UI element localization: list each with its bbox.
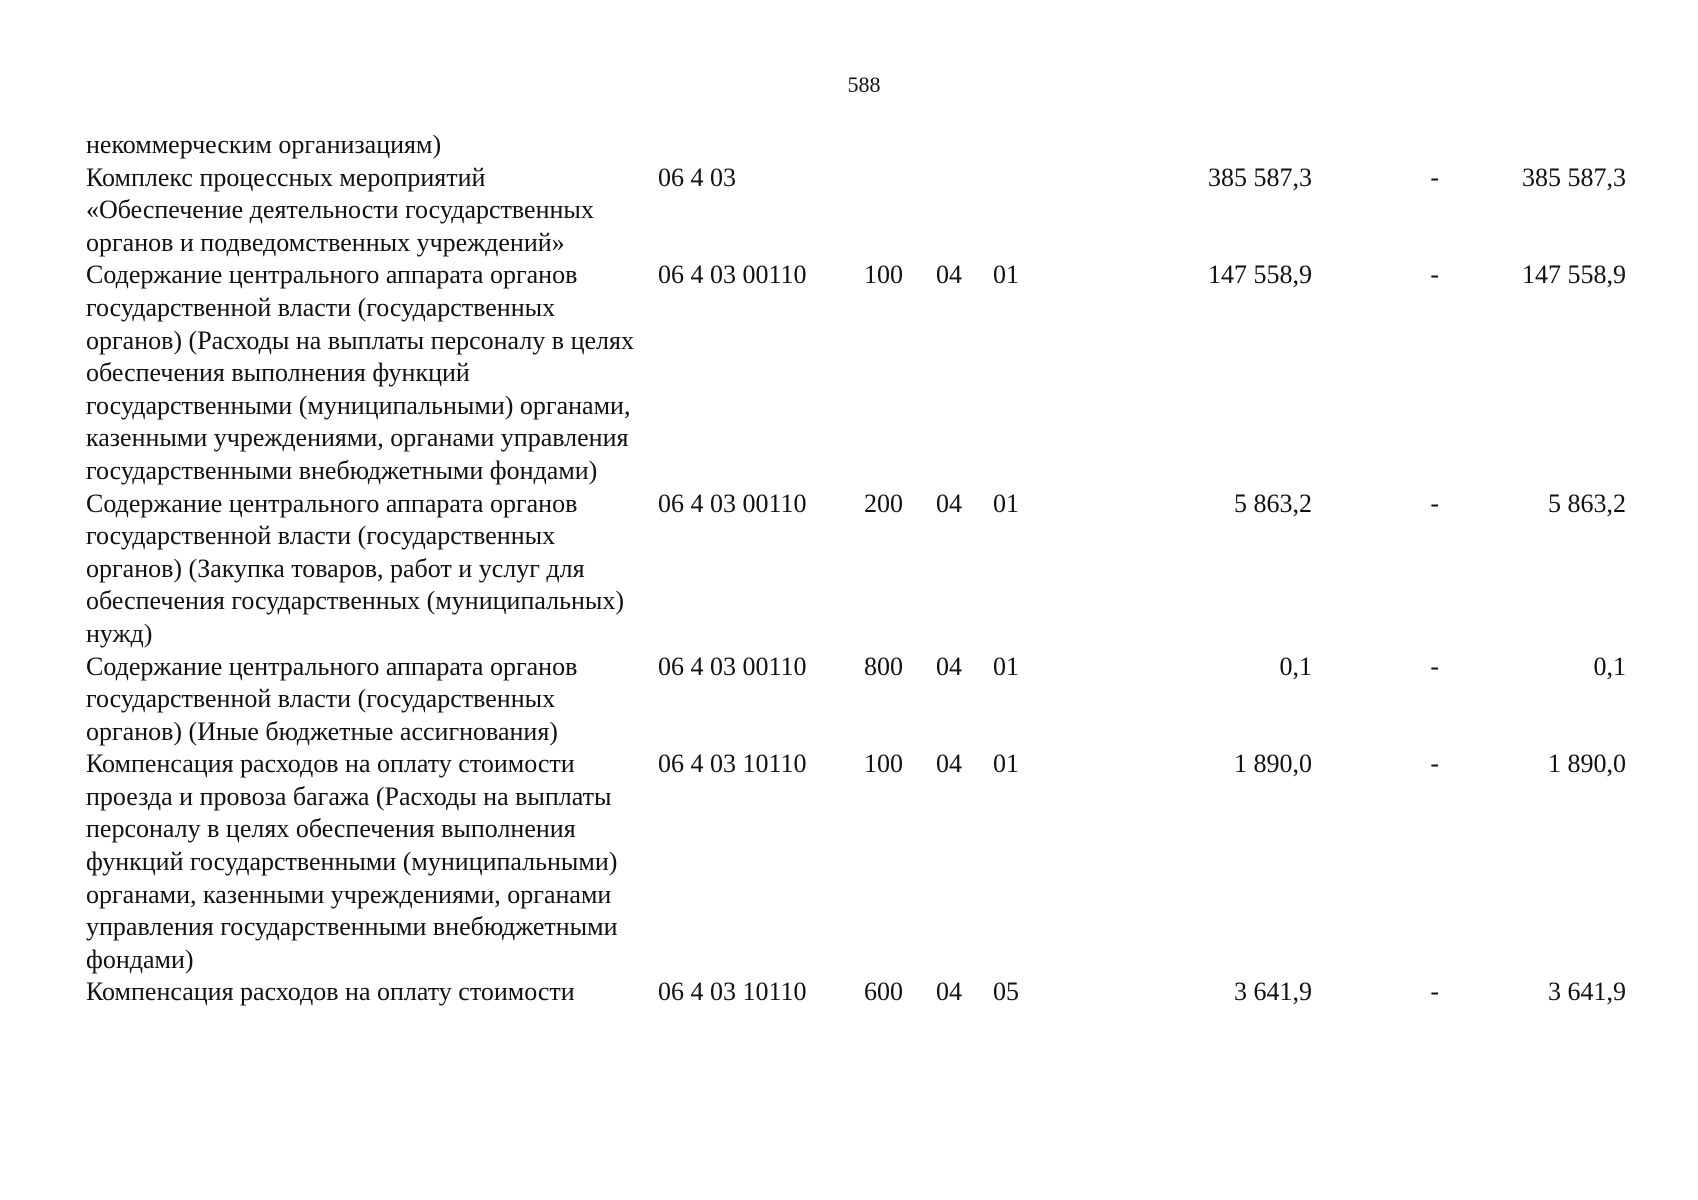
row-target-code: 06 4 03 10110: [658, 977, 807, 1007]
row-section: 04: [936, 977, 962, 1007]
row-sum-2: -: [1430, 162, 1439, 192]
table-row: [86, 162, 1626, 260]
row-sum-2: -: [1430, 488, 1439, 518]
row-name: Компенсация расходов на оплату стоимости: [86, 977, 575, 1007]
row-sum-3: 147 558,9: [1522, 260, 1626, 290]
row-sum-2: -: [1430, 651, 1439, 681]
row-sum-3: 385 587,3: [1522, 162, 1626, 192]
row-section: 04: [936, 651, 962, 681]
row-sum-1: 147 558,9: [1208, 260, 1312, 290]
page-number: 588: [847, 72, 881, 97]
row-sum-2: -: [1430, 260, 1439, 290]
row-sum-3: 0,1: [1593, 651, 1626, 681]
row-subsection: 01: [993, 488, 1019, 518]
table-row: [86, 651, 1626, 749]
row-sum-1: 5 863,2: [1234, 488, 1312, 518]
row-subsection: 05: [993, 977, 1019, 1007]
row-sum-3: 5 863,2: [1548, 488, 1626, 518]
row-subsection: 01: [993, 749, 1019, 779]
row-sum-1: 0,1: [1279, 651, 1312, 681]
table-row: [86, 259, 1626, 487]
row-subsection: 01: [993, 260, 1019, 290]
row-name: Содержание центрального аппарата органов государственной власти (государственных органов) (Закупка товаров, работ и услуг для обеспечения государственных (муниципальных) нужд): [86, 488, 625, 648]
row-expense-type: 200: [864, 488, 903, 518]
row-expense-type: 800: [864, 651, 903, 681]
row-subsection: 01: [993, 651, 1019, 681]
row-sum-3: 3 641,9: [1548, 977, 1626, 1007]
row-sum-2: -: [1430, 749, 1439, 779]
row-name: Комплекс процессных мероприятий «Обеспечение деятельности государственных органов и подведомственных учреждений»: [86, 162, 594, 257]
row-sum-3: 1 890,0: [1548, 749, 1626, 779]
row-target-code: 06 4 03 00110: [658, 260, 807, 290]
row-name: Компенсация расходов на оплату стоимости проезда и провоза багажа (Расходы на выплаты персоналу в целях обеспечения выполнения функций государственными (муниципальными) органами, казенными учреждениями, органами управления государственными внебюджетными фондами): [86, 749, 618, 974]
row-section: 04: [936, 749, 962, 779]
row-expense-type: 100: [864, 749, 903, 779]
row-sum-1: 3 641,9: [1234, 977, 1312, 1007]
row-sum-1: 385 587,3: [1208, 162, 1312, 192]
budget-table: [86, 129, 1626, 1009]
row-target-code: 06 4 03 10110: [658, 749, 807, 779]
row-target-code: 06 4 03 00110: [658, 488, 807, 518]
row-name: Содержание центрального аппарата органов государственной власти (государственных органов) (Расходы на выплаты персоналу в целях обеспечения выполнения функций государственными (муниципальными) органами, казенными учреждениями, органами управления государственными внебюджетными фондами): [86, 260, 634, 485]
row-name: некоммерческим организациям): [86, 130, 442, 159]
row-sum-2: -: [1430, 977, 1439, 1007]
row-section: 04: [936, 488, 962, 518]
row-target-code: 06 4 03: [658, 162, 736, 192]
row-expense-type: 600: [864, 977, 903, 1007]
row-name: Содержание центрального аппарата органов государственной власти (государственных органов) (Иные бюджетные ассигнования): [86, 651, 578, 746]
row-sum-1: 1 890,0: [1234, 749, 1312, 779]
table-row: [86, 488, 1626, 651]
row-expense-type: 100: [864, 260, 903, 290]
row-section: 04: [936, 260, 962, 290]
row-target-code: 06 4 03 00110: [658, 651, 807, 681]
table-row: [86, 976, 1626, 1009]
table-row: [86, 129, 1626, 162]
table-row: [86, 748, 1626, 976]
